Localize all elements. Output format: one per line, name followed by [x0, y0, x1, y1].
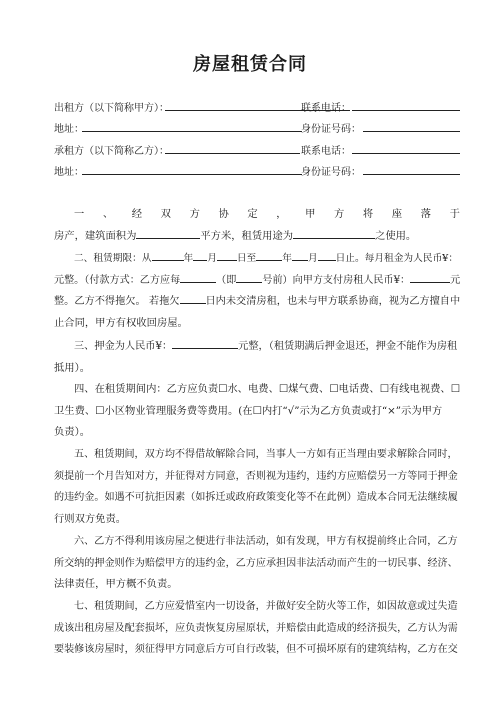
pay-date-blank[interactable]: [236, 271, 262, 283]
lessor-address-label: 地址：: [54, 124, 84, 135]
clause-3-line-2: 抵用）。: [54, 361, 91, 374]
c2-text: 号前）向甲方支付房租人民币¥：: [262, 274, 411, 286]
c2-text: （即: [216, 274, 237, 286]
document-title: 房屋租赁合同: [193, 54, 307, 75]
c1-char: 双: [160, 208, 171, 220]
c1-char: 甲: [305, 208, 316, 220]
lessor-phone-label: 联系电话：: [301, 103, 351, 114]
lessee-phone-blank[interactable]: [352, 153, 460, 154]
clause-5-line-2: 须提前一个月告知对方，并征得对方同意，否则视为违约，违约方应赔偿另一方等同于押金: [54, 470, 458, 482]
clause-1: [74, 204, 460, 226]
clause-1-line-1: [74, 204, 460, 226]
c3-text: 元整，（租赁期满后押金退还，押金不能作为房租: [238, 341, 458, 352]
lessee-address-row: [54, 161, 460, 179]
lessor-phone-blank[interactable]: [352, 110, 460, 111]
c2-text: 整。乙方不得拖欠。 若拖欠: [54, 296, 180, 308]
clause-5-line-3: 的违约金。如遇不可抗拒因素（如拆迁或政府政策变化等不在此例）造成本合同无法继续履: [54, 492, 458, 504]
lessee-row: [54, 140, 460, 158]
end-day-blank[interactable]: [318, 249, 336, 261]
clause-7-line-2: 成该出租房屋及配套损坏，应负责恢复房屋原状，并赔偿由此造成的经济损失，乙方认为需: [54, 622, 458, 634]
area-blank[interactable]: [136, 227, 200, 239]
c1-char: 、: [102, 208, 114, 220]
clause-4-line-2: 卫生费、☐小区物业管理服务费等费用。(在☐内打“√”示为乙方负责或打“×”示为甲方: [54, 404, 443, 417]
end-year-blank[interactable]: [256, 249, 282, 261]
c2-text: 月: [207, 253, 217, 264]
c1-char: 座: [391, 208, 403, 220]
c2-text: 年: [183, 253, 194, 264]
c2-text: 元: [450, 274, 461, 286]
clause-7: [54, 596, 460, 661]
usage-blank[interactable]: [293, 227, 375, 239]
lessor-label: 出租方（以下简称甲方）：: [54, 103, 169, 114]
c1-char: ，: [276, 208, 287, 220]
clause-3-line-1: [54, 336, 460, 358]
clause-6-line-3: 法律责任，甲方概不负责。: [54, 578, 178, 591]
lessee-address-blank[interactable]: [82, 174, 302, 175]
c1-char: 协: [218, 208, 229, 220]
rent-amount-blank[interactable]: [410, 271, 450, 283]
overdue-days-blank[interactable]: [180, 292, 206, 304]
c3-text: 三、押金为人民币¥：: [74, 341, 173, 352]
c2-text: 元整。（付款方式：乙方应每: [54, 274, 181, 286]
clause-1-cont: [54, 226, 460, 248]
c2-text: 月: [307, 253, 318, 264]
lessee-label: 承租方（以下简称乙方）：: [54, 146, 169, 157]
pay-period-blank[interactable]: [180, 271, 216, 283]
c2-text: 日内未交清房租，也未与甲方联系协商，视为乙方擅自中: [205, 296, 461, 308]
lessee-id-blank[interactable]: [363, 174, 460, 175]
start-month-blank[interactable]: [193, 249, 207, 261]
clause-2-line-4: 止合同，甲方有权收回房屋。: [54, 316, 188, 329]
c1-char: 经: [131, 208, 143, 220]
clause-2-line-1: [54, 248, 460, 270]
start-year-blank[interactable]: [152, 249, 184, 261]
lessee-address-label: 地址：: [54, 167, 84, 178]
c1-text: 房产，建筑面积为: [54, 230, 137, 242]
c2-text: 日止。每月租金为人民币¥：: [335, 253, 459, 264]
c1-char: 将: [362, 208, 374, 220]
clause-5-line-4: 行则双方免责。: [54, 512, 127, 525]
lessee-id-label: 身份证号码：: [301, 167, 361, 178]
c2-text: 年: [282, 253, 292, 264]
c1-char: 方: [189, 208, 200, 220]
deposit-blank[interactable]: [172, 337, 238, 349]
lessee-phone-label: 联系电话：: [301, 146, 351, 157]
c2-text: 日至: [236, 253, 257, 264]
lessee-name-blank[interactable]: [165, 153, 300, 154]
lessor-address-row: [54, 118, 460, 136]
clause-2-line-3: [54, 291, 460, 313]
lessor-id-blank[interactable]: [363, 131, 460, 132]
c1-char: 方: [334, 208, 345, 220]
lessor-id-label: 身份证号码：: [301, 124, 361, 135]
c2-text: 二、租赁期限：从: [74, 253, 152, 264]
clause-6-line-2: 所交纳的押金则作为赔偿甲方的违约金，乙方应承担因非法活动而产生的一切民事、经济、: [54, 557, 458, 569]
clause-6: [54, 531, 460, 596]
c1-text: 平方米，租赁用途为: [200, 230, 294, 242]
c1-char: 一: [74, 208, 85, 220]
lessor-row: [54, 97, 460, 115]
clause-5: [54, 444, 460, 530]
clause-4-line-3: 负责）。: [54, 426, 91, 439]
lessor-address-blank[interactable]: [82, 131, 302, 132]
clause-5-line-1: 五、租赁期间，双方均不得借故解除合同，当事人一方如有正当理由要求解除合同时，: [74, 449, 458, 460]
clause-1-line-2: [54, 226, 460, 248]
clause-3: [54, 336, 460, 379]
clause-4: [54, 379, 460, 444]
clause-2-line-2: [54, 270, 460, 292]
c1-char: 落: [420, 208, 431, 220]
c1-char: 于: [449, 208, 460, 220]
clause-4-line-1: 四、在租赁期间内：乙方应负责☐水、电费、☐煤气费、☐电话费、☐有线电视费、☐: [74, 383, 460, 395]
c1-text: 之使用。: [375, 230, 417, 242]
c1-char: 定: [247, 208, 258, 220]
end-month-blank[interactable]: [292, 249, 308, 261]
clause-7-line-1: 七、租赁期间，乙方应爱惜室内一切设备，并做好安全防火等工作，如因故意或过失造: [74, 601, 458, 612]
clause-7-line-3: 要装修该房屋时，须征得甲方同意后方可自行改装，但不可损坏原有的建筑结构，乙方在交: [54, 644, 458, 656]
clause-2: [54, 248, 460, 334]
start-day-blank[interactable]: [217, 249, 237, 261]
clause-6-line-1: 六、乙方不得利用该房屋之便进行非法活动，如有发现，甲方有权提前终止合同，乙方: [74, 536, 458, 547]
